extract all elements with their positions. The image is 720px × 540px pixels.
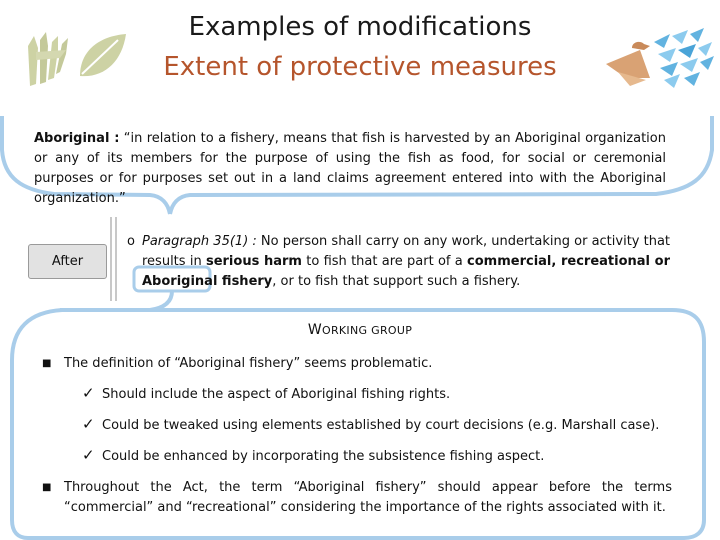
wg-check-1: Should include the aspect of Aboriginal fishing rights. — [102, 387, 451, 402]
definition-term: Aboriginal : — [34, 131, 120, 146]
definition-text: “in relation to a fishery, means that fish is harvested by an Aboriginal organization or any of its members for the purpose of using the fish as food, for social or ceremonial purposes or for purposes set out in a land claims agreement entered into with the Aboriginal organization.” — [34, 131, 666, 206]
check-icon: ✓ — [82, 415, 95, 433]
after-label: After — [28, 244, 107, 279]
working-group-title — [0, 322, 720, 338]
working-group-title-initial: W — [307, 322, 323, 338]
square-bullet-icon: ■ — [42, 358, 52, 369]
check-icon: ✓ — [82, 384, 95, 402]
paragraph-text-1: No person shall carry on any work, undertaking or activity that results in — [142, 234, 671, 269]
fishery-types: commercial, recreational or Aboriginal fishery — [142, 254, 671, 289]
paragraph-text — [127, 232, 670, 292]
paragraph-text-3: , or to fish that support such a fishery. — [272, 274, 521, 289]
working-group-title-rest: ORKING GROUP — [322, 324, 413, 337]
wg-bullet-2: Throughout the Act, the term “Aboriginal fishery” should appear before the terms “commercial” and “recreational” considering the importance of the rights associated with it. — [64, 480, 672, 515]
square-bullet-icon: ■ — [42, 482, 52, 493]
circle-bullet: o — [127, 234, 135, 249]
aboriginal-definition — [34, 129, 666, 209]
page-title: Examples of modifications — [188, 12, 532, 42]
page-subtitle: Extent of protective measures — [163, 52, 557, 82]
wg-check-2: Could be tweaked using elements established by court decisions (e.g. Marshall case). — [102, 418, 660, 433]
wg-check-3: Could be enhanced by incorporating the subsistence fishing aspect. — [102, 449, 545, 464]
paragraph-35-1 — [127, 232, 670, 292]
paragraph-text-2: to fish that are part of a — [301, 254, 468, 269]
wg-bullet-1: The definition of “Aboriginal fishery” seems problematic. — [64, 356, 433, 371]
paragraph-ref: Paragraph 35(1) : — [142, 234, 257, 249]
serious-harm: serious harm — [205, 254, 302, 269]
check-icon: ✓ — [82, 446, 95, 464]
